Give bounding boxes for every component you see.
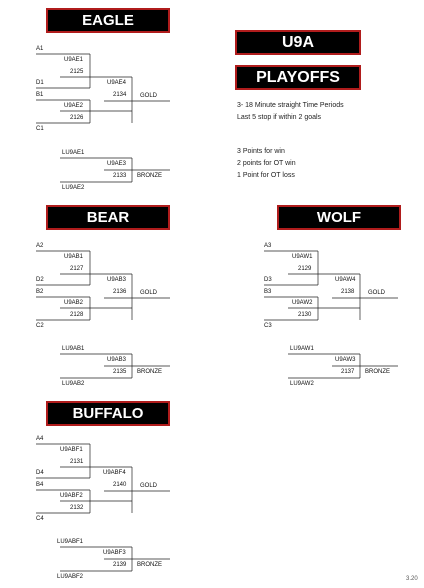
bear-final-number: 2136 (113, 289, 127, 295)
bear-gold-label: GOLD (140, 290, 158, 296)
bear-header: BEAR (46, 205, 170, 230)
wolf-header: WOLF (277, 205, 401, 230)
eagle-game2-label: U9AE2 (64, 103, 84, 109)
eagle-seed-d1: D1 (36, 80, 44, 86)
bear-seed-b2: B2 (36, 289, 44, 295)
eagle-gold-label: GOLD (140, 93, 158, 99)
buffalo-bronze-label: BRONZE (137, 562, 163, 568)
buffalo-final-number: 2140 (113, 482, 127, 488)
buffalo-header: BUFFALO (46, 401, 170, 426)
eagle-game1-number: 2125 (70, 69, 84, 75)
wolf-game1-label: U9AW1 (292, 254, 313, 260)
info-points-ot-win: 2 points for OT win (237, 160, 296, 167)
bear-game2-label: U9AB2 (64, 300, 84, 306)
wolf-game2-number: 2130 (298, 312, 312, 318)
info-points-ot-loss: 1 Point for OT loss (237, 172, 295, 179)
eagle-seed-a1: A1 (36, 46, 44, 52)
buffalo-game2-number: 2132 (70, 505, 84, 511)
wolf-game2-label: U9AW2 (292, 300, 313, 306)
wolf-bronze-game-label: U9AW3 (335, 357, 356, 363)
wolf-final-number: 2138 (341, 289, 355, 295)
buffalo-game1-number: 2131 (70, 459, 84, 465)
bear-bronze-game-label: U9AB3 (107, 357, 127, 363)
eagle-header: EAGLE (46, 8, 170, 33)
eagle-loser1: LU9AE1 (62, 150, 85, 156)
bear-seed-d2: D2 (36, 277, 44, 283)
buffalo-loser2: LU9ABF2 (57, 574, 84, 580)
buffalo-bronze-game-number: 2139 (113, 562, 127, 568)
info-last5: Last 5 stop if within 2 goals (237, 114, 322, 121)
eagle-loser2: LU9AE2 (62, 185, 85, 191)
wolf-seed-c3: C3 (264, 323, 272, 329)
buffalo-bronze-game-label: U9ABF3 (103, 550, 126, 556)
eagle-bracket-lines (36, 54, 170, 182)
wolf-bracket-lines (264, 251, 398, 378)
buffalo-loser1: LU9ABF1 (57, 539, 84, 545)
buffalo-seed-d4: D4 (36, 470, 44, 476)
eagle-game2-number: 2126 (70, 115, 84, 121)
eagle-final-number: 2134 (113, 92, 127, 98)
eagle-final-label: U9AE4 (107, 80, 127, 86)
eagle-game1-label: U9AE1 (64, 57, 84, 63)
bear-game2-number: 2128 (70, 312, 84, 318)
info-periods: 3- 18 Minute straight Time Periods (237, 102, 344, 109)
buffalo-game2-label: U9ABF2 (60, 493, 83, 499)
buffalo-seed-b4: B4 (36, 482, 44, 488)
bear-loser2: LU9AB2 (62, 381, 85, 387)
bear-bronze-label: BRONZE (137, 369, 163, 375)
u9a-header: U9A (235, 30, 361, 55)
eagle-bronze-game-label: U9AE3 (107, 161, 127, 167)
bear-loser1: LU9AB1 (62, 346, 85, 352)
wolf-gold-label: GOLD (368, 290, 386, 296)
wolf-loser1: LU9AW1 (290, 346, 314, 352)
bear-final-label: U9AB3 (107, 277, 127, 283)
buffalo-seed-a4: A4 (36, 436, 44, 442)
info-points-win: 3 Points for win (237, 148, 285, 155)
wolf-seed-b3: B3 (264, 289, 272, 295)
eagle-seed-b1: B1 (36, 92, 44, 98)
eagle-bronze-label: BRONZE (137, 173, 163, 179)
bear-game1-label: U9AB1 (64, 254, 84, 260)
wolf-loser2: LU9AW2 (290, 381, 314, 387)
wolf-bronze-game-number: 2137 (341, 369, 355, 375)
wolf-game1-number: 2129 (298, 266, 312, 272)
bear-bracket-lines (36, 251, 170, 378)
wolf-bronze-label: BRONZE (365, 369, 391, 375)
bear-game1-number: 2127 (70, 266, 84, 272)
eagle-bronze-game-number: 2133 (113, 173, 127, 179)
wolf-seed-d3: D3 (264, 277, 272, 283)
wolf-final-label: U9AW4 (335, 277, 356, 283)
playoffs-header: PLAYOFFS (235, 65, 361, 90)
eagle-seed-c1: C1 (36, 126, 44, 132)
buffalo-game1-label: U9ABF1 (60, 447, 83, 453)
buffalo-final-label: U9ABF4 (103, 470, 126, 476)
bear-bronze-game-number: 2135 (113, 369, 127, 375)
page-number: 3.20 (406, 576, 418, 582)
bear-seed-a2: A2 (36, 243, 44, 249)
buffalo-gold-label: GOLD (140, 483, 158, 489)
bear-seed-c2: C2 (36, 323, 44, 329)
buffalo-seed-c4: C4 (36, 516, 44, 522)
wolf-seed-a3: A3 (264, 243, 272, 249)
